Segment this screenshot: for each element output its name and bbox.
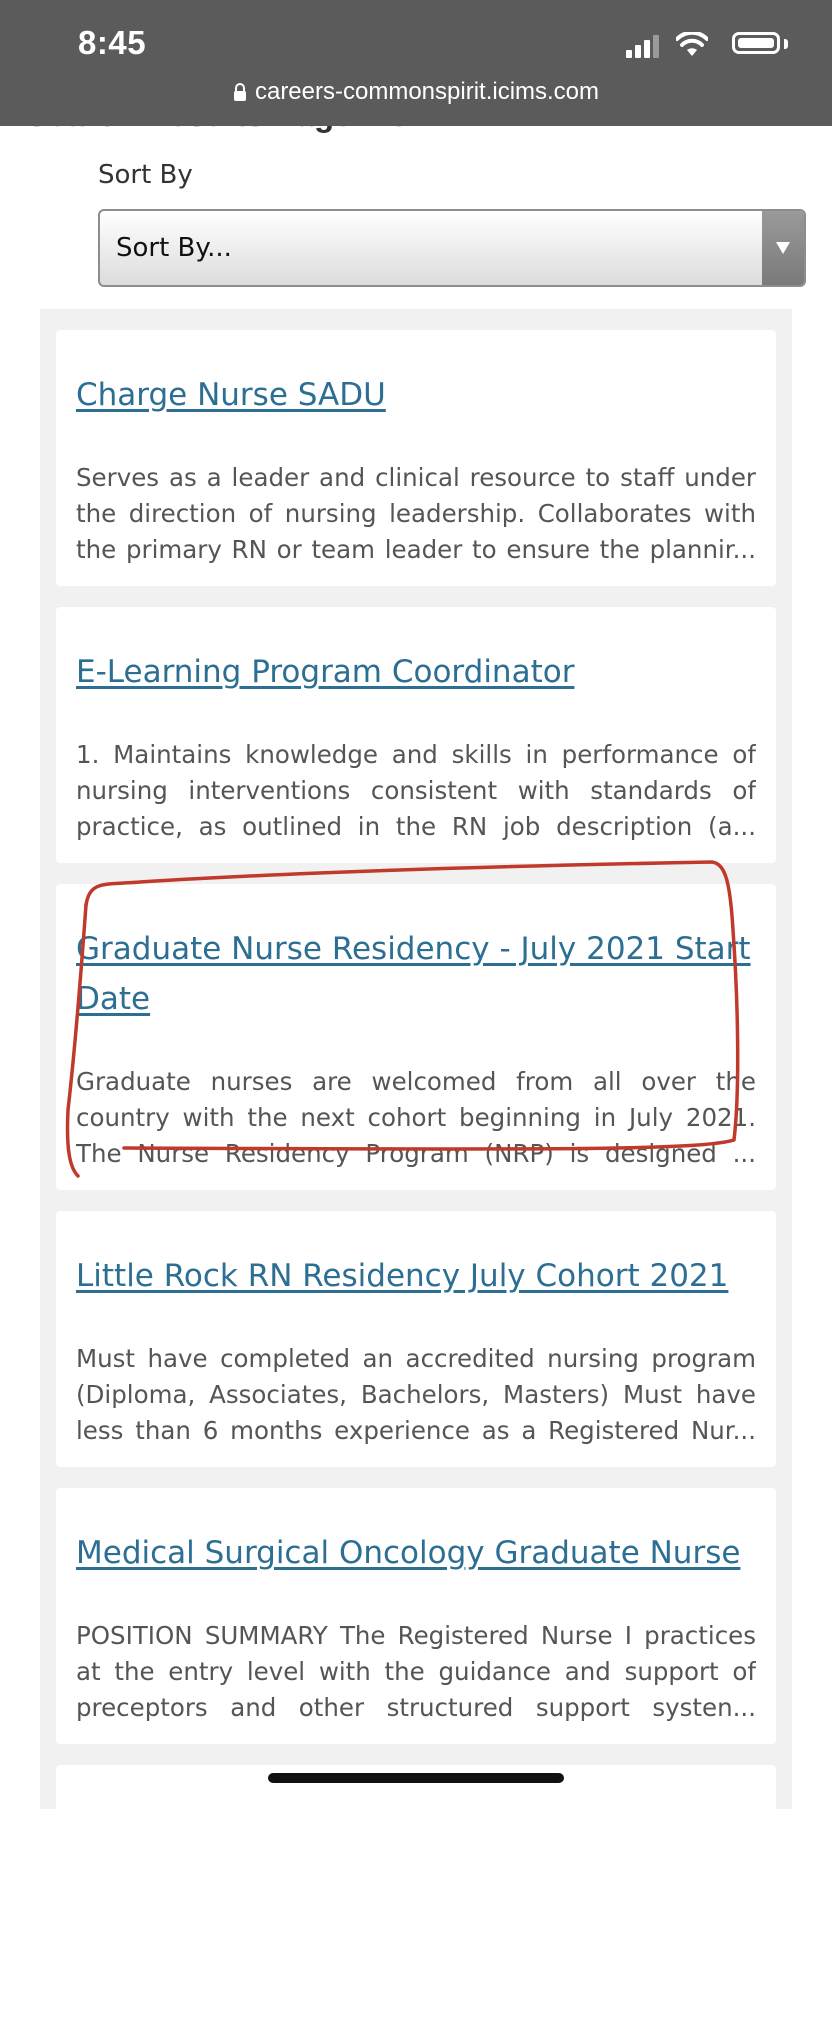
job-description: Graduate nurses are welcomed from all over the country with the next cohort beginning in July 2021. The Nurse Residency Program (NRP) is designed ... <box>76 1067 756 1168</box>
job-title-link[interactable]: Charge Nurse SADU <box>76 377 386 413</box>
sort-by-selected-value: Sort By... <box>116 233 232 263</box>
job-title-link[interactable]: Medical Surgical Oncology Graduate Nurse <box>76 1535 741 1571</box>
results-list <box>40 309 792 1809</box>
job-card-partial <box>56 1765 776 2021</box>
job-description: Must have completed an accredited nursing program (Diploma, Associates, Bachelors, Masters) Must have less than 6 months experience as a Registered Nur... <box>76 1344 756 1445</box>
job-title-link[interactable]: Little Rock RN Residency July Cohort 2021 <box>76 1258 729 1294</box>
lock-icon <box>233 83 247 101</box>
job-description: Serves as a leader and clinical resource to staff under the direction of nursing leadership. Collaborates with the primary RN or team leader to ensure the plannir... <box>76 463 756 564</box>
address-bar[interactable] <box>0 78 832 106</box>
job-title-link[interactable]: Graduate Nurse Residency - July 2021 Start Date <box>76 931 751 1017</box>
url-text: careers-commonspirit.icims.com <box>254 78 600 105</box>
job-description: 1. Maintains knowledge and skills in performance of nursing interventions consistent with standards of practice, as outlined in the RN job description (a... <box>76 740 756 841</box>
chevron-down-icon <box>776 242 790 254</box>
status-icons <box>588 30 788 60</box>
job-card <box>56 1488 776 1744</box>
wifi-icon <box>676 32 708 58</box>
sort-by-select[interactable] <box>98 209 806 287</box>
browser-top-bar <box>0 0 832 126</box>
home-indicator[interactable] <box>268 1773 564 1783</box>
dropdown-arrow-box[interactable] <box>762 211 804 285</box>
job-card <box>56 1211 776 1467</box>
status-time: 8:45 <box>78 24 147 61</box>
job-title-link[interactable]: E-Learning Program Coordinator <box>76 654 575 690</box>
job-card <box>56 607 776 863</box>
sort-by-label: Sort By <box>98 160 193 190</box>
job-description: POSITION SUMMARY The Registered Nurse I practices at the entry level with the guidance and support of preceptors and other structured support systen... <box>76 1621 756 1722</box>
job-card <box>56 884 776 1190</box>
battery-icon <box>732 32 780 54</box>
job-card <box>56 330 776 586</box>
signal-icon <box>626 34 662 58</box>
battery-nub <box>784 39 788 49</box>
